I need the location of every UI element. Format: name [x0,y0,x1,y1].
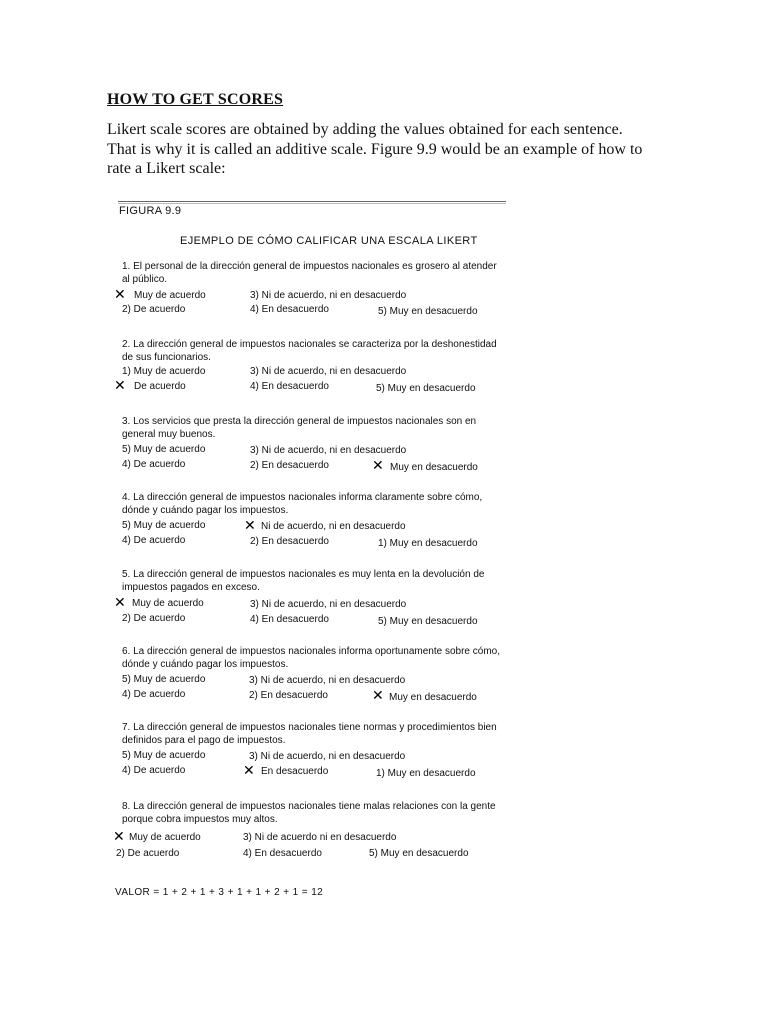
likert-option: 3) Ni de acuerdo, ni en desacuerdo [250,366,407,377]
likert-option: 4) De acuerdo [122,535,186,546]
likert-option: 4) En desacuerdo [250,381,329,392]
x-mark-icon: ✕ [372,688,384,704]
likert-option: 2) De acuerdo [122,613,186,624]
likert-option: 2) En desacuerdo [250,536,329,547]
figure-top-rule-shadow [118,203,506,204]
likert-question: 5. La dirección general de impuestos nacionales es muy lenta en la devolución de impuestos pagados en exceso. [122,569,485,593]
x-mark-icon: ✕ [114,287,126,303]
likert-question: 2. La dirección general de impuestos nacionales se caracteriza por la deshonestidad de sus funcionarios. [122,339,497,363]
likert-option: 5) Muy de acuerdo [122,674,206,685]
likert-question: 8. La dirección general de impuestos nacionales tiene malas relaciones con la gente porque cobra impuestos muy altos. [122,801,496,825]
likert-option: 4) De acuerdo [122,459,186,470]
figure-title: EJEMPLO DE CÓMO CALIFICAR UNA ESCALA LIKERT [180,235,478,247]
x-mark-icon: ✕ [372,458,384,474]
x-mark-icon: ✕ [244,518,256,534]
likert-option: 4) En desacuerdo [250,304,329,315]
likert-option: 5) Muy de acuerdo [122,444,206,455]
likert-option: 5) Muy en desacuerdo [378,616,478,627]
likert-question: 3. Los servicios que presta la dirección general de impuestos nacionales son en general muy buenos. [122,416,477,440]
likert-option: 4) De acuerdo [122,765,186,776]
likert-option: En desacuerdo [261,766,329,777]
page-heading: HOW TO GET SCORES [107,91,284,108]
likert-option: 1) Muy en desacuerdo [378,538,478,549]
likert-question: 1. El personal de la dirección general de impuestos nacionales es grosero al atender al público. [122,261,497,285]
likert-option: 2) En desacuerdo [250,460,329,471]
likert-option: 5) Muy de acuerdo [122,520,206,531]
likert-option: 4) En desacuerdo [243,848,322,859]
x-mark-icon: ✕ [114,595,126,611]
likert-option: 3) Ni de acuerdo, ni en desacuerdo [250,290,407,301]
likert-option: Muy en desacuerdo [389,692,477,703]
likert-option: 5) Muy en desacuerdo [369,848,469,859]
likert-option: 2) De acuerdo [116,848,180,859]
likert-option: 3) Ni de acuerdo ni en desacuerdo [243,832,397,843]
likert-option: 3) Ni de acuerdo, ni en desacuerdo [250,599,407,610]
figure-top-rule [118,201,506,202]
x-mark-icon: ✕ [113,829,125,845]
likert-option: Muy de acuerdo [132,598,204,609]
likert-option: 1) Muy en desacuerdo [376,768,476,779]
likert-option: 2) De acuerdo [122,304,186,315]
figure-scan [110,194,510,914]
likert-option: 2) En desacuerdo [249,690,328,701]
likert-option: De acuerdo [134,381,186,392]
likert-option: 4) En desacuerdo [250,614,329,625]
likert-option: 3) Ni de acuerdo, ni en desacuerdo [250,445,407,456]
figure-label: FIGURA 9.9 [119,205,182,217]
likert-question: 7. La dirección general de impuestos nacionales tiene normas y procedimientos bien definidos para el pago de impuestos. [122,722,497,746]
likert-option: Ni de acuerdo, ni en desacuerdo [261,521,406,532]
likert-option: 3) Ni de acuerdo, ni en desacuerdo [249,751,406,762]
likert-option: Muy de acuerdo [134,290,206,301]
likert-option: 3) Ni de acuerdo, ni en desacuerdo [249,675,406,686]
intro-paragraph: Likert scale scores are obtained by adding the values obtained for each sentence. That is why it is called an additive scale. Figure 9.9 would be an example of how to rate a Likert scale: [107,121,643,177]
valor-total: VALOR = 1 + 2 + 1 + 3 + 1 + 1 + 2 + 1 = 12 [115,887,324,898]
likert-question: 6. La dirección general de impuestos nacionales informa oportunamente sobre cómo, dónde y cuándo pagar los impuestos. [122,646,500,670]
likert-option: 4) De acuerdo [122,689,186,700]
likert-option: 5) Muy de acuerdo [122,750,206,761]
likert-option: Muy en desacuerdo [390,462,478,473]
x-mark-icon: ✕ [243,763,255,779]
likert-option: 5) Muy en desacuerdo [378,306,478,317]
likert-option: 5) Muy en desacuerdo [376,383,476,394]
likert-question: 4. La dirección general de impuestos nacionales informa claramente sobre cómo, dónde y cuándo pagar los impuestos. [122,492,483,516]
x-mark-icon: ✕ [114,378,126,394]
likert-option: Muy de acuerdo [129,832,201,843]
likert-option: 1) Muy de acuerdo [122,366,206,377]
